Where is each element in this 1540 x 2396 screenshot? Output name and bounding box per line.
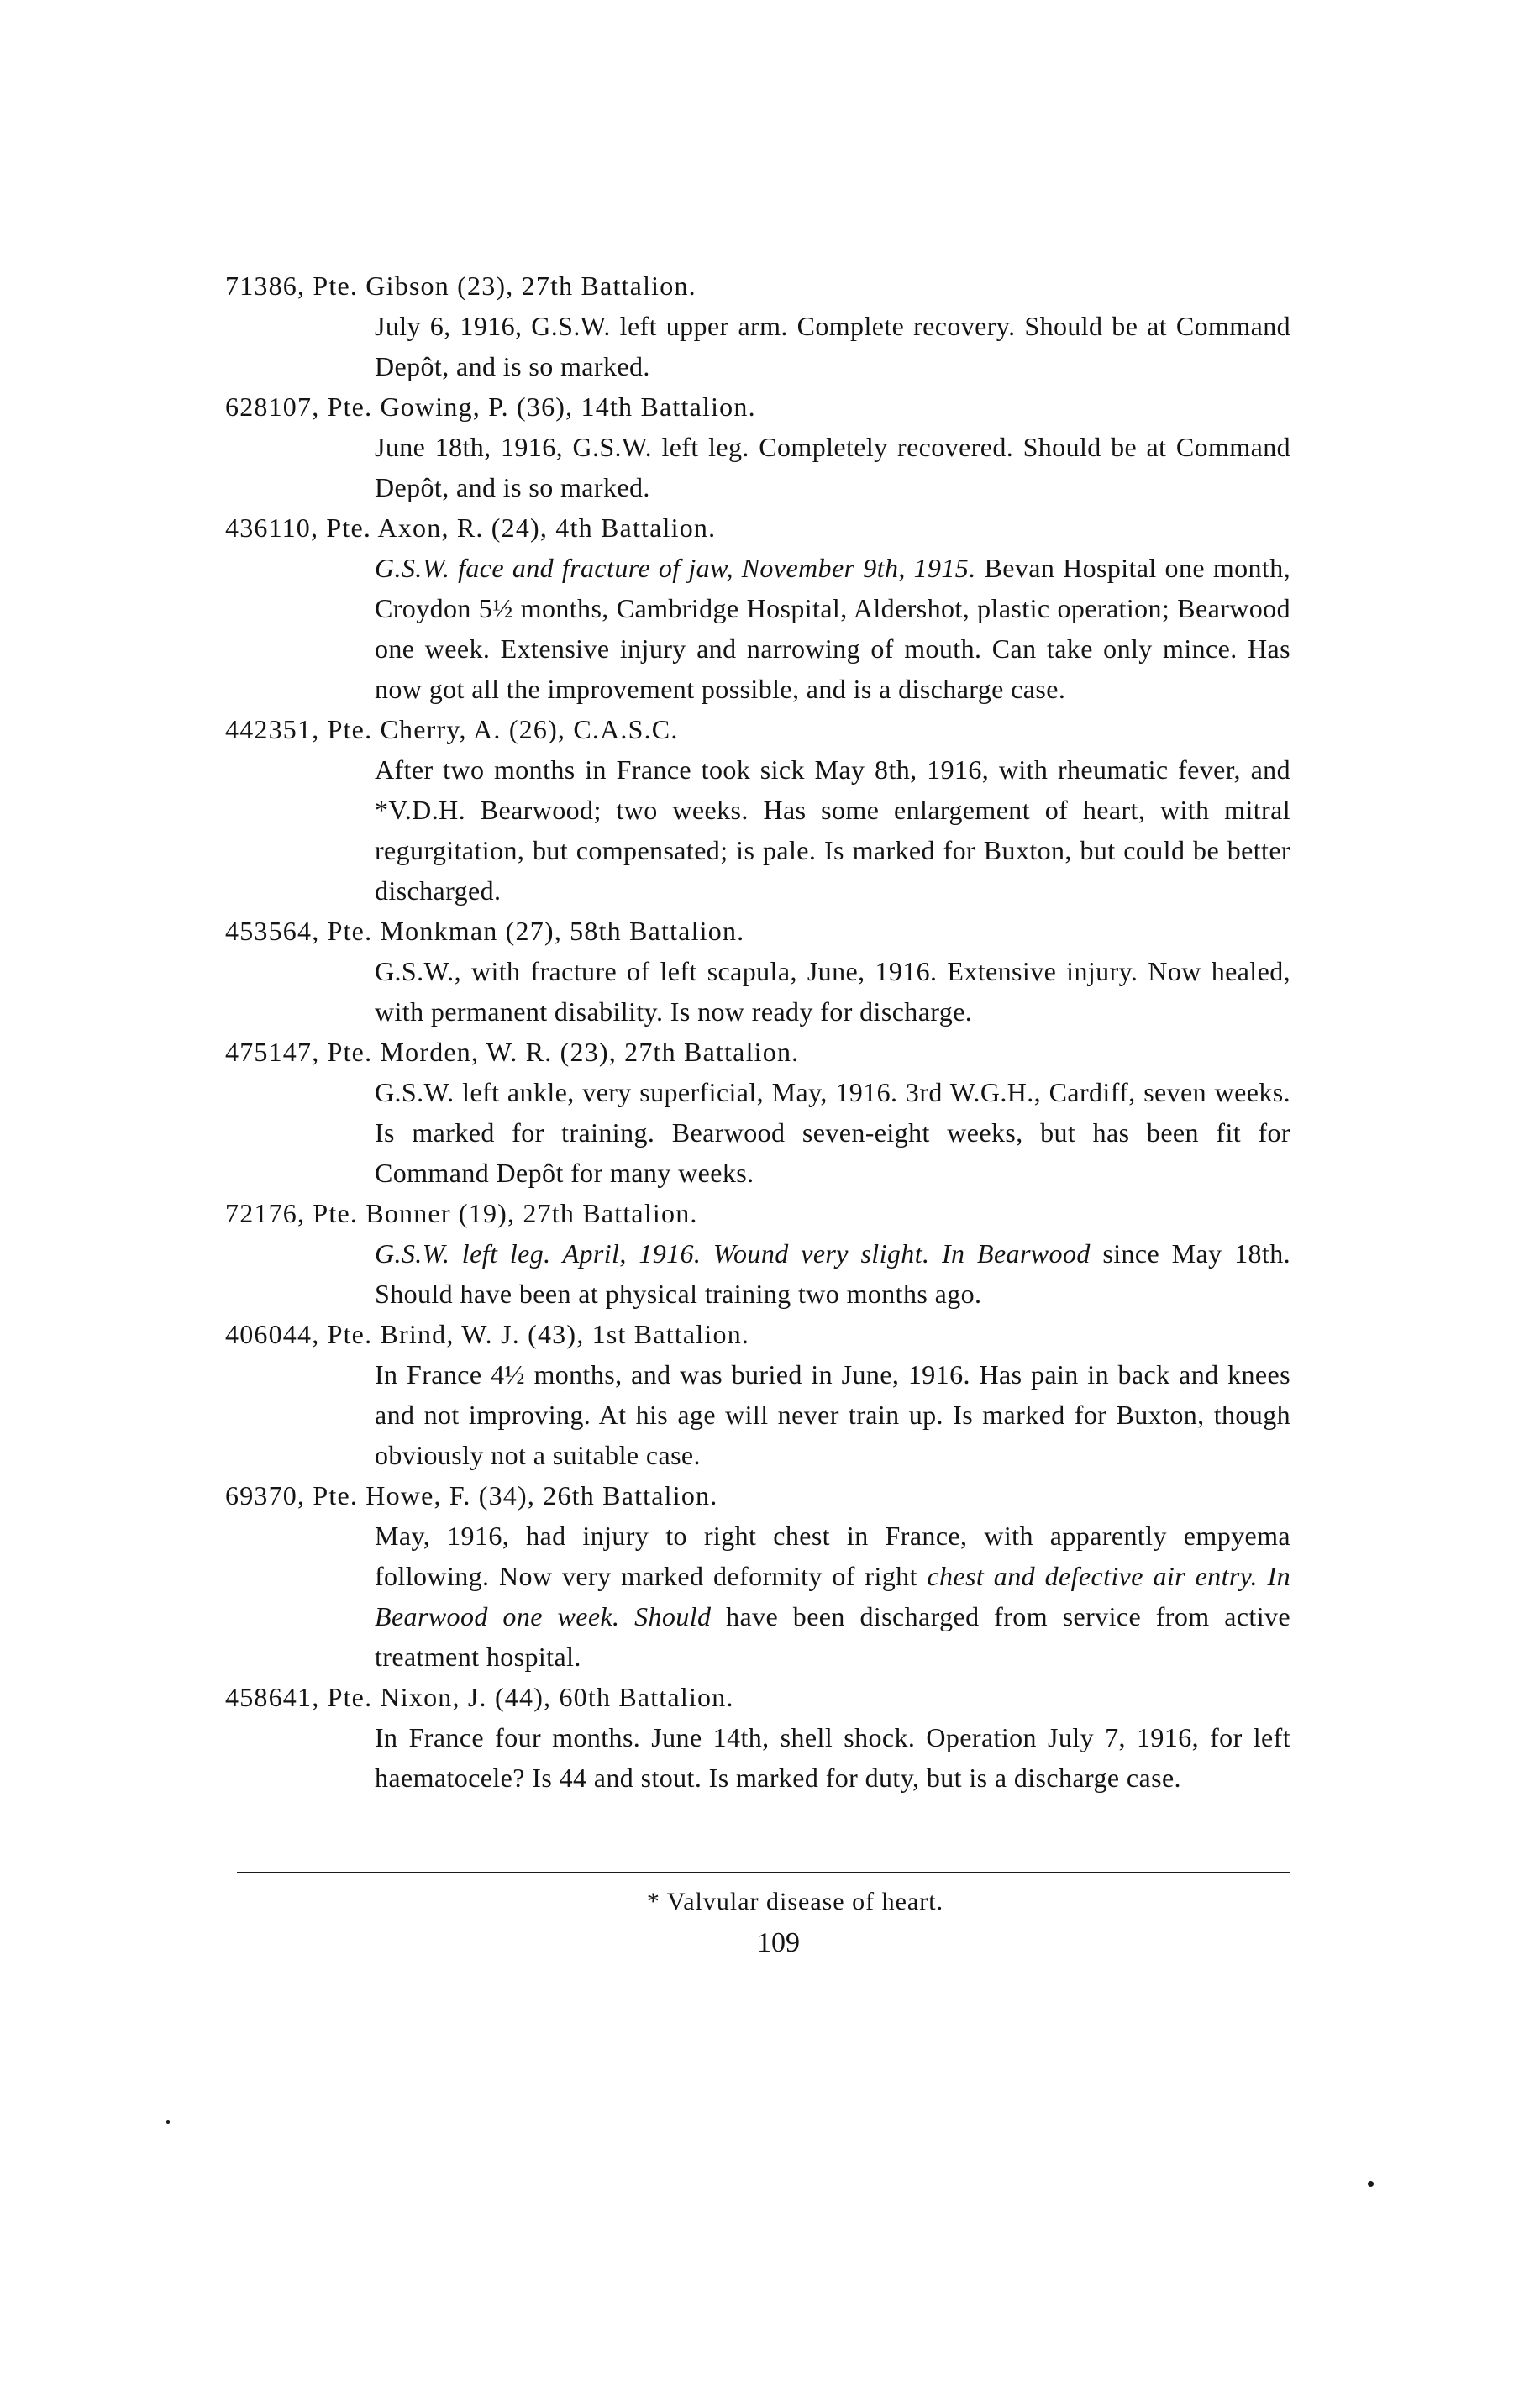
entry-body: June 18th, 1916, G.S.W. left leg. Completely recovered. Should be at Command Depôt, and is so marked. bbox=[375, 432, 1290, 502]
entry-body bbox=[375, 548, 1290, 709]
entry-body-italic: G.S.W. left leg. April, 1916. Wound very slight. In Bearwood bbox=[375, 1238, 1091, 1269]
entry-body-italic: G.S.W. face and fracture of jaw, November 9th, 1915. bbox=[375, 553, 976, 583]
entry-heading: 475147, Pte. Morden, W. R. (23), 27th Battalion. bbox=[225, 1037, 800, 1067]
entry-72176 bbox=[225, 1193, 1290, 1314]
entry-body: G.S.W. left ankle, very superficial, May, 1916. 3rd W.G.H., Cardiff, seven weeks. Is marked for training. Bearwood seven-eight weeks, but has been fit for Command Depôt for many weeks. bbox=[375, 1077, 1290, 1188]
entry-body-tail: have been discharged from service from active treatment hospital. bbox=[375, 1601, 1291, 1672]
entry-71386 bbox=[225, 265, 1290, 386]
entry-475147 bbox=[225, 1032, 1290, 1193]
entry-body: G.S.W., with fracture of left scapula, June, 1916. Extensive injury. Now healed, with permanent disability. Is now ready for discharge. bbox=[375, 956, 1290, 1027]
entry-body: In France 4½ months, and was buried in June, 1916. Has pain in back and knees and not improving. At his age will never train up. Is marked for Buxton, though obviously not a suitable case. bbox=[375, 1359, 1290, 1470]
entries-list bbox=[225, 265, 1290, 1798]
entry-body bbox=[375, 1516, 1290, 1677]
entry-body-text: since May 18th. Should have been at physical training two months ago. bbox=[375, 1238, 1291, 1309]
entry-heading: 458641, Pte. Nixon, J. (44), 60th Battalion. bbox=[225, 1682, 734, 1712]
entry-heading: 72176, Pte. Bonner (19), 27th Battalion. bbox=[225, 1198, 698, 1228]
entry-heading: 436110, Pte. Axon, R. (24), 4th Battalion. bbox=[225, 512, 717, 543]
entry-heading: 69370, Pte. Howe, F. (34), 26th Battalion. bbox=[225, 1480, 718, 1511]
entry-heading: 71386, Pte. Gibson (23), 27th Battalion. bbox=[225, 271, 696, 301]
entry-body-text: May, 1916, had injury to right chest in France, with apparently empyema following. Now very marked deformity of right bbox=[375, 1521, 1290, 1591]
entry-453564 bbox=[225, 911, 1290, 1032]
footnote-divider bbox=[237, 1872, 1290, 1873]
entry-body: In France four months. June 14th, shell shock. Operation July 7, 1916, for left haematocele? Is 44 and stout. Is marked for duty, but is a discharge case. bbox=[375, 1722, 1290, 1793]
entry-628107 bbox=[225, 386, 1290, 507]
entry-406044 bbox=[225, 1314, 1290, 1475]
footnote: * Valvular disease of heart. bbox=[646, 1888, 944, 1915]
entry-body: After two months in France took sick May 8th, 1916, with rheumatic fever, and *V.D.H. Bearwood; two weeks. Has some enlargement of heart, with mitral regurgitation, but compensated; is pale. Is marked for Buxton, but could be better discharged. bbox=[375, 754, 1290, 906]
entry-heading: 453564, Pte. Monkman (27), 58th Battalion. bbox=[225, 916, 745, 946]
scan-speck bbox=[1368, 2181, 1374, 2187]
entry-442351 bbox=[225, 709, 1290, 911]
entry-heading: 442351, Pte. Cherry, A. (26), C.A.S.C. bbox=[225, 714, 679, 744]
entry-body bbox=[375, 1233, 1290, 1314]
page-number: 109 bbox=[757, 1927, 800, 1958]
entry-body-text: Bevan Hospital one month, Croydon 5½ months, Cambridge Hospital, Aldershot, plastic operation; Bearwood one week. Extensive injury and narrowing of mouth. Can take only mince. Has now got all the improvement possible, and is a discharge case. bbox=[375, 553, 1290, 704]
entry-69370 bbox=[225, 1475, 1290, 1677]
scan-speck bbox=[166, 2120, 170, 2124]
entry-body: July 6, 1916, G.S.W. left upper arm. Complete recovery. Should be at Command Depôt, and is so marked. bbox=[375, 311, 1290, 381]
entry-heading: 628107, Pte. Gowing, P. (36), 14th Battalion. bbox=[225, 391, 756, 422]
entry-body-italic: chest and defective air entry. In Bearwood one week. Should bbox=[375, 1561, 1290, 1631]
entry-436110 bbox=[225, 507, 1290, 709]
entry-458641 bbox=[225, 1677, 1290, 1798]
entry-heading: 406044, Pte. Brind, W. J. (43), 1st Battalion. bbox=[225, 1319, 750, 1349]
